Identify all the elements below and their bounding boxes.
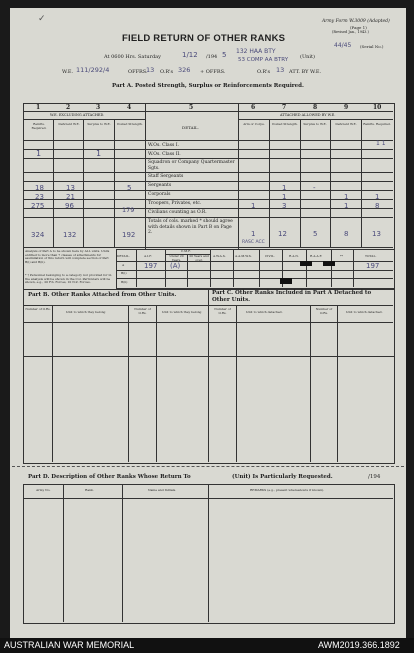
hw-value: 1 bbox=[36, 149, 42, 158]
part-bc-rule bbox=[23, 305, 393, 306]
hw-analysis-under20: (A) bbox=[170, 262, 181, 270]
part-bc-rule bbox=[128, 305, 129, 462]
hw-value: 5 bbox=[313, 230, 318, 238]
hw-value: 192 bbox=[122, 231, 136, 239]
col-number: 10 bbox=[373, 104, 382, 111]
part-c-header: Number of O.Rs. bbox=[214, 307, 231, 315]
part-d-header: Rank. bbox=[85, 488, 94, 492]
analysis-rule bbox=[136, 249, 137, 287]
hw-value: 1 bbox=[251, 202, 256, 210]
hw-value: 96 bbox=[65, 202, 74, 210]
hw-corner-note: 1 1 bbox=[376, 140, 386, 147]
part-bc-rule bbox=[52, 305, 53, 462]
footer-right: AWM2019.366.1892 bbox=[318, 640, 400, 650]
part-d-header: REMARKS (e.g., present whereabouts if known). bbox=[250, 488, 325, 492]
archive-footer bbox=[0, 638, 414, 653]
hw-value: - bbox=[313, 184, 316, 192]
part-d-rule bbox=[208, 484, 209, 622]
table-a-rule bbox=[300, 119, 301, 247]
analysis-header: TOTAL. bbox=[365, 254, 377, 258]
hw-value: 13 bbox=[372, 230, 381, 238]
col-header: Posted Strength. bbox=[117, 122, 143, 126]
unit-value-2: 53 COMP AA BTRY bbox=[238, 57, 289, 63]
offrs2-label: + OFFRS. bbox=[200, 69, 226, 75]
table-a-rule bbox=[238, 119, 393, 120]
row-label: Civilians counting as O.R. bbox=[148, 210, 207, 215]
hw-value: 324 bbox=[31, 231, 45, 239]
row-label: Squadron or Company Quartermaster Sgts. bbox=[148, 160, 235, 171]
tear-line bbox=[12, 466, 404, 467]
part-c-header: Unit to which detached. bbox=[246, 310, 283, 314]
hw-value: 18 bbox=[35, 184, 44, 192]
hw-value: 5 bbox=[127, 184, 132, 192]
row-label: Corporals bbox=[148, 192, 171, 197]
part-bc-rule bbox=[337, 305, 338, 462]
we-label: W.E. bbox=[62, 69, 74, 75]
row-label: Totals of cols. marked * should agree with details shown in Part B on Page 2. bbox=[148, 219, 233, 235]
analysis-rule bbox=[259, 249, 260, 287]
part-d-header: Name and Initials. bbox=[148, 488, 177, 492]
analysis-rule bbox=[331, 249, 332, 287]
part-b-header: Unit to which they belong bbox=[66, 310, 106, 314]
part-bc-rule bbox=[23, 322, 393, 323]
hw-value: 1 bbox=[96, 149, 102, 158]
part-d-unit-text: (Unit) Is Particularly Requested. bbox=[232, 474, 333, 480]
analysis-header: R.A.A.F. bbox=[310, 254, 323, 258]
table-a-rule bbox=[23, 247, 393, 248]
col-number: 3 bbox=[96, 104, 101, 111]
hw-value: 1 bbox=[251, 230, 256, 238]
analysis-text: Analysis of Part A to be shown here by ALL units. Units entitled to more than 7 classes of attachments for assimilation of this return will complete section of Part B(i) and B(ii). bbox=[25, 249, 110, 264]
ors-value: 326 bbox=[178, 66, 191, 74]
part-d-header: Army No. bbox=[36, 488, 51, 492]
redaction-mark bbox=[300, 261, 312, 266]
ors2-value: 13 bbox=[276, 66, 285, 74]
analysis-rule bbox=[116, 261, 393, 262]
offrs-label: OFFRS. bbox=[128, 69, 148, 75]
analysis-row-label: A bbox=[122, 263, 125, 267]
col-header: Reinfts. Required. bbox=[31, 122, 47, 130]
hw-arm-note: RASC ACC bbox=[242, 240, 265, 245]
analysis-rule bbox=[165, 249, 166, 287]
redaction-mark bbox=[280, 278, 292, 284]
table-a-rule bbox=[361, 119, 362, 247]
col-number: 4 bbox=[127, 104, 132, 111]
col-header: Posted Strength. bbox=[272, 122, 298, 126]
analysis-rule bbox=[210, 249, 211, 287]
col-number: 8 bbox=[313, 104, 318, 111]
hw-value: 23 bbox=[35, 193, 44, 201]
corner-mark: ✓ bbox=[38, 14, 46, 24]
offrs-value: 13 bbox=[146, 66, 155, 74]
hw-value: 1 bbox=[344, 193, 349, 201]
form-page-number: (Page 1) bbox=[350, 25, 367, 30]
col-number: 9 bbox=[344, 104, 349, 111]
year-value: 5 bbox=[222, 51, 227, 59]
col-number: 2 bbox=[66, 104, 71, 111]
serial-value: 44/45 bbox=[334, 42, 352, 49]
part-b-header: Number of O.Rs. bbox=[25, 307, 51, 311]
unit-label: (Unit) bbox=[300, 54, 315, 60]
group-right-label: ATTACHED ALLOWED BY W.E. bbox=[280, 113, 336, 117]
col-number: 7 bbox=[282, 104, 287, 111]
part-b-header: Unit to which they belong bbox=[162, 310, 202, 314]
hw-value: 1 bbox=[375, 193, 380, 201]
part-c-header: Number of O.Rs. bbox=[315, 307, 333, 315]
footer-left: AUSTRALIAN WAR MEMORIAL bbox=[4, 640, 135, 650]
analysis-rule bbox=[353, 249, 354, 287]
row-label: Troopers, Privates, etc. bbox=[148, 201, 202, 206]
row-label: Staff Sergeants bbox=[148, 174, 184, 179]
table-a-rule bbox=[114, 119, 115, 247]
col-header: Arm or Corps. bbox=[243, 122, 265, 126]
analysis-header: 20 Years and over. bbox=[189, 254, 209, 262]
hw-value: 8 bbox=[344, 230, 349, 238]
part-b-header: Number of O.Rs. bbox=[134, 307, 151, 315]
table-a-rule bbox=[145, 103, 146, 249]
form-revised: (Revised Jan., 1943.) bbox=[332, 30, 369, 34]
part-c-title: Part C. Other Ranks Included in Part A Detached to Other Units. bbox=[212, 290, 372, 303]
group-left-label: W.E. EXCLUDING ATTACHED. bbox=[50, 113, 105, 117]
serial-label: (Serial No.) bbox=[360, 44, 384, 49]
table-a-rule bbox=[269, 119, 270, 247]
detail-label: DETAIL. bbox=[182, 125, 199, 130]
form-id: Army Form W.3009 (Adapted) bbox=[322, 19, 390, 24]
table-a-rule bbox=[330, 119, 331, 247]
part-d-table bbox=[23, 484, 395, 624]
part-d-rule bbox=[122, 484, 123, 622]
analysis-header: R.A.N. bbox=[289, 254, 299, 258]
analysis-rule bbox=[306, 249, 307, 287]
form-page bbox=[10, 8, 406, 638]
table-a-rule bbox=[238, 103, 239, 249]
hw-value: 1 bbox=[344, 202, 349, 210]
analysis-rule bbox=[233, 249, 234, 287]
hw-value: 8 bbox=[375, 202, 380, 210]
analysis-row-label: B(i) bbox=[121, 271, 127, 275]
analysis-header: A.W.A.S. bbox=[213, 254, 226, 258]
part-b-title: Part B. Other Ranks Attached from Other Units. bbox=[28, 292, 177, 298]
hw-value: 21 bbox=[66, 193, 75, 201]
analysis-note: * † Personnel belonging to a category not provided for in the analysis will be shown in the Col. Particulars will be shown, e.g., 20 F.S. Forces, 10 N.Z. Forces. bbox=[25, 273, 112, 285]
form-title: FIELD RETURN OF OTHER RANKS bbox=[122, 33, 286, 44]
table-a-rule bbox=[23, 111, 393, 112]
analysis-header: ** bbox=[340, 254, 343, 258]
part-d-date-text: /194 bbox=[368, 474, 381, 480]
table-a-rule bbox=[53, 119, 54, 247]
col-number: 1 bbox=[36, 104, 41, 111]
hw-value: 1 bbox=[282, 184, 287, 192]
hw-analysis-total: 197 bbox=[366, 262, 380, 270]
col-number: 6 bbox=[251, 104, 256, 111]
hw-value: 179 bbox=[122, 206, 135, 214]
analysis-header: A.A.M.W.S. bbox=[235, 254, 252, 258]
analysis-header: DETAIL. bbox=[117, 254, 130, 258]
analysis-row-label: B(ii) bbox=[121, 280, 128, 284]
part-d-title: Part D. Description of Other Ranks Whose Return To bbox=[28, 474, 191, 480]
hw-value: 132 bbox=[63, 231, 77, 239]
col-number: 5 bbox=[189, 104, 194, 111]
col-header: Reinfts. Required. bbox=[363, 122, 391, 126]
col-header: Surplus to W.E. bbox=[303, 122, 327, 126]
att-label: ATT. BY W.E. bbox=[289, 69, 322, 75]
hw-value: 275 bbox=[31, 202, 45, 210]
row-label: Sergeants bbox=[148, 183, 172, 188]
hw-value: 1 bbox=[282, 193, 287, 201]
we-value: 111/292/4 bbox=[76, 66, 110, 74]
part-d-rule bbox=[63, 484, 64, 622]
date-value: 1/12 bbox=[182, 51, 198, 59]
analysis-cmf-label: C.M.F. bbox=[181, 249, 191, 253]
redaction-mark bbox=[323, 261, 335, 266]
part-c-header: Unit to which detached. bbox=[346, 310, 383, 314]
year-label: /194 bbox=[206, 54, 218, 60]
table-a-rule bbox=[23, 119, 145, 120]
row-label: W.Os. Class II. bbox=[148, 152, 181, 157]
col-header: Surplus to W.E. bbox=[87, 122, 111, 126]
part-bc-divider bbox=[208, 289, 209, 462]
table-a-rule bbox=[83, 119, 84, 247]
table-a-rule bbox=[23, 140, 393, 141]
ors2-label: O.R's bbox=[257, 69, 271, 75]
col-header: Deficient W.E. bbox=[58, 122, 80, 126]
analysis-header: Under 20 Years. bbox=[169, 254, 184, 262]
col-header: Deficient W.E. bbox=[335, 122, 357, 126]
hw-value: 3 bbox=[282, 202, 287, 210]
hw-value: 12 bbox=[278, 230, 287, 238]
part-bc-rule bbox=[156, 305, 157, 462]
analysis-header: CIVIL. bbox=[265, 254, 275, 258]
hw-value: 13 bbox=[66, 184, 75, 192]
row-label: W.Os. Class I. bbox=[148, 143, 179, 148]
part-bc-box bbox=[23, 289, 395, 464]
ors-label: O.R's bbox=[160, 69, 174, 75]
hw-analysis-aif: 197 bbox=[144, 262, 158, 270]
at-line: At 0600 Hrs. Saturday bbox=[104, 54, 161, 60]
unit-value-1: 132 HAA BTY bbox=[236, 48, 276, 55]
part-a-title: Part A. Posted Strength, Surplus or Reinforcements Required. bbox=[112, 83, 304, 89]
part-bc-rule bbox=[236, 305, 237, 462]
part-bc-rule bbox=[310, 305, 311, 462]
analysis-header: A.I.F. bbox=[144, 254, 152, 258]
